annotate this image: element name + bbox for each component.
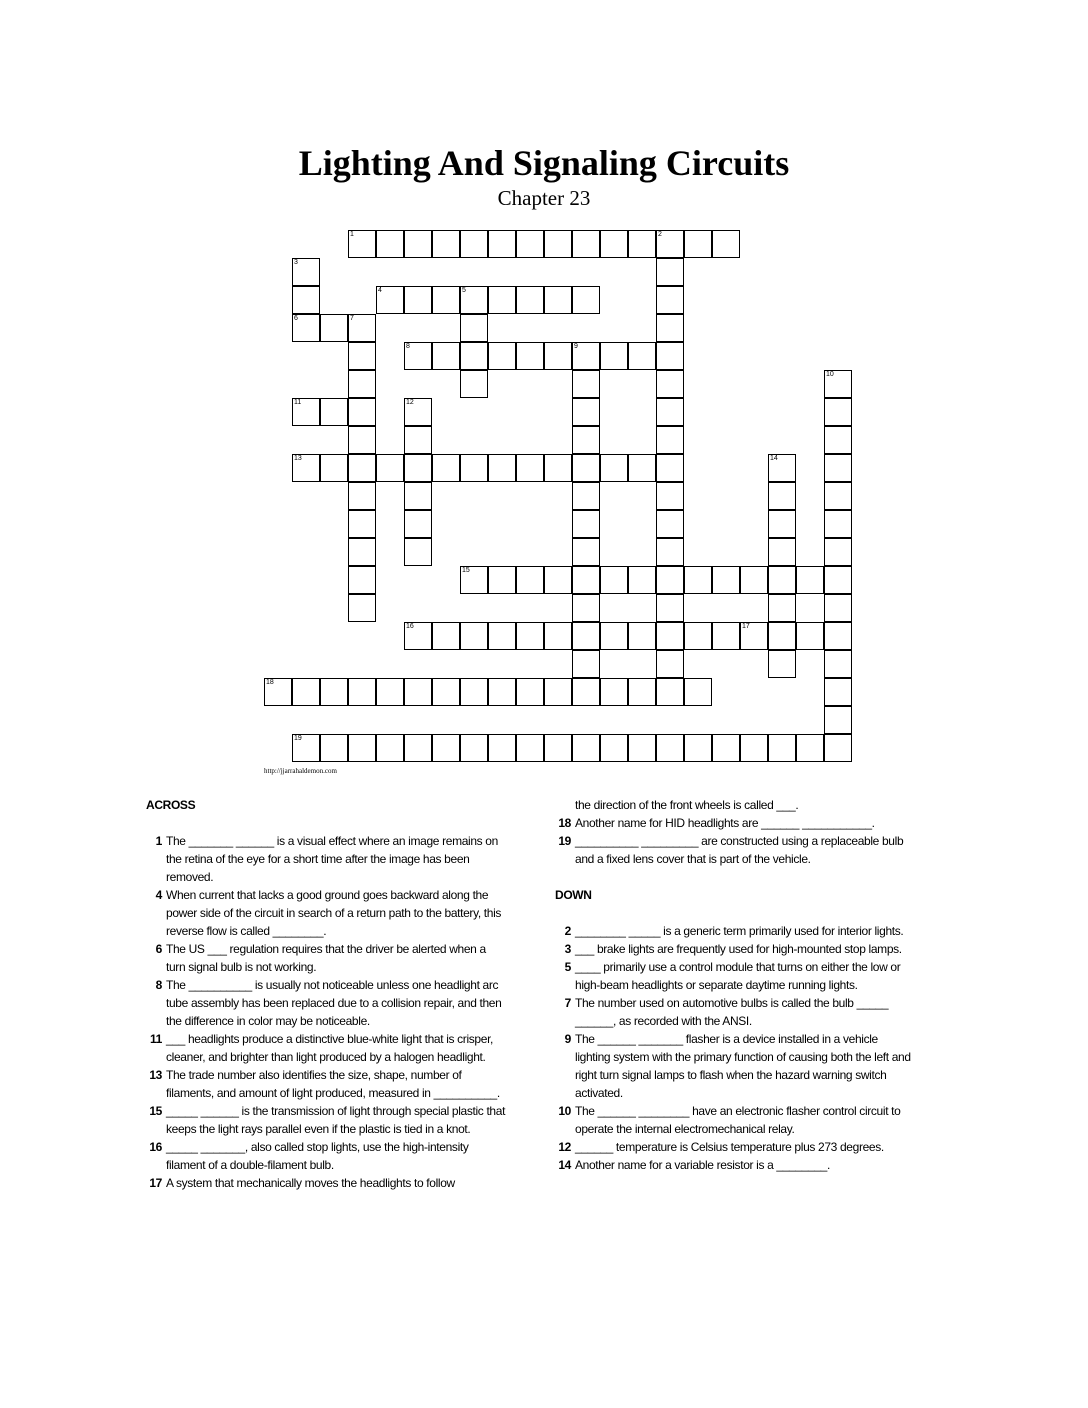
clue-number: 14 [558,1158,571,1172]
grid-cell[interactable] [600,342,628,370]
grid-cell[interactable] [600,678,628,706]
grid-cell[interactable] [460,622,488,650]
clue-number-label: 17 [742,623,750,630]
grid-cell[interactable] [824,538,852,566]
across-clue-list [146,832,506,1192]
grid-cell[interactable] [656,734,684,762]
grid-cell[interactable] [488,734,516,762]
grid-cell[interactable] [488,342,516,370]
clue-item [146,1138,506,1174]
clue-text: The ______ ________ have an electronic flasher control circuit to operate the internal electromechanical relay. [575,1104,901,1136]
grid-cell[interactable] [292,314,320,342]
grid-cell[interactable] [712,230,740,258]
grid-cell[interactable] [544,678,572,706]
grid-cell[interactable] [600,454,628,482]
clues-left-column [146,796,506,1192]
grid-cell[interactable] [544,454,572,482]
grid-cell[interactable] [348,678,376,706]
grid-cell[interactable] [572,566,600,594]
grid-cell[interactable] [544,734,572,762]
grid-cell[interactable] [404,454,432,482]
grid-cell[interactable] [656,258,684,286]
grid-cell[interactable] [432,342,460,370]
grid-cell[interactable] [712,622,740,650]
grid-cell[interactable] [712,566,740,594]
clue-number-label: 5 [462,287,466,294]
across-heading: ACROSS [146,798,196,812]
grid-cell[interactable] [264,678,292,706]
clue-text: ___ headlights produce a distinctive blue-white light that is crisper, cleaner, and brighter than light produced by a halogen headlight. [166,1032,494,1064]
grid-cell[interactable] [656,538,684,566]
grid-cell[interactable] [572,510,600,538]
clue-number-label: 12 [406,399,414,406]
clue-number-label: 16 [406,623,414,630]
clue-text: _____ ______ is the transmission of light through special plastic that keeps the light rays parallel even if the plastic is tied in a knot. [166,1104,506,1136]
clue-number-label: 10 [826,371,834,378]
grid-cell[interactable] [404,342,432,370]
clue-item [146,886,506,940]
grid-cell[interactable] [432,734,460,762]
clue-text: _____ _______, also called stop lights, use the high-intensity filament of a double-filament bulb. [166,1140,469,1172]
clue-item [555,1156,915,1174]
grid-cell[interactable] [348,538,376,566]
clue-number: 12 [558,1140,571,1154]
grid-cell[interactable] [376,678,404,706]
grid-cell[interactable] [320,398,348,426]
grid-cell[interactable] [432,678,460,706]
grid-cell[interactable] [460,230,488,258]
grid-cell[interactable] [824,706,852,734]
grid-cell[interactable] [768,566,796,594]
grid-cell[interactable] [768,594,796,622]
grid-cell[interactable] [460,678,488,706]
grid-cell[interactable] [768,454,796,482]
grid-cell[interactable] [432,230,460,258]
grid-cell[interactable] [600,734,628,762]
clue-text: The US ___ regulation requires that the driver be alerted when a turn signal bulb is not working. [166,942,486,974]
grid-cell[interactable] [348,510,376,538]
grid-cell[interactable] [796,566,824,594]
clue-number: 6 [155,942,162,956]
grid-cell[interactable] [292,454,320,482]
grid-cell[interactable] [796,622,824,650]
grid-cell[interactable] [348,594,376,622]
grid-cell[interactable] [572,678,600,706]
grid-cell[interactable] [460,566,488,594]
grid-cell[interactable] [348,482,376,510]
grid-cell[interactable] [488,566,516,594]
grid-cell[interactable] [460,734,488,762]
clue-item [146,1102,506,1138]
clue-text: ___ brake lights are frequently used for high-mounted stop lamps. [575,942,902,956]
clue-number: 13 [149,1068,162,1082]
grid-cell[interactable] [404,398,432,426]
grid-cell[interactable] [544,622,572,650]
grid-cell[interactable] [516,286,544,314]
grid-cell[interactable] [516,678,544,706]
grid-cell[interactable] [572,482,600,510]
grid-cell[interactable] [376,734,404,762]
clue-number: 9 [564,1032,571,1046]
grid-cell[interactable] [292,286,320,314]
clue-text: The __________ is usually not noticeable unless one headlight arc tube assembly has been replaced due to a collision repair, and then the difference in color may be noticeable. [166,978,502,1028]
grid-cell[interactable] [488,454,516,482]
grid-cell[interactable] [460,342,488,370]
grid-cell[interactable] [768,734,796,762]
grid-cell[interactable] [824,678,852,706]
grid-cell[interactable] [796,734,824,762]
grid-cell[interactable] [600,230,628,258]
grid-cell[interactable] [348,734,376,762]
grid-cell[interactable] [460,286,488,314]
clue-number: 7 [564,996,571,1010]
clue-item [146,1030,506,1066]
grid-cell[interactable] [320,734,348,762]
clue-text: ____ primarily use a control module that turns on either the low or high-beam headlights or separate daytime running lights. [575,960,901,992]
clues-right-column [555,796,915,1174]
grid-cell[interactable] [572,426,600,454]
grid-cell[interactable] [432,286,460,314]
across-clue-continuation: the direction of the front wheels is called ___. [575,798,799,812]
clue-number: 1 [155,834,162,848]
clue-number-label: 4 [378,287,382,294]
grid-cell[interactable] [404,622,432,650]
down-clue-list [555,922,915,1174]
grid-cell[interactable] [320,314,348,342]
grid-cell[interactable] [684,622,712,650]
clue-number-label: 2 [658,231,662,238]
clue-number-label: 3 [294,259,298,266]
grid-cell[interactable] [348,230,376,258]
grid-cell[interactable] [656,370,684,398]
grid-cell[interactable] [516,342,544,370]
grid-cell[interactable] [824,370,852,398]
clue-text: When current that lacks a good ground goes backward along the power side of the circuit in search of a return path to the battery, this reverse flow is called ________. [166,888,502,938]
grid-cell[interactable] [488,622,516,650]
grid-cell[interactable] [656,426,684,454]
grid-cell[interactable] [824,426,852,454]
clue-text: The trade number also identifies the size, shape, number of filaments, and amount of light produced, measured in __________. [166,1068,500,1100]
grid-cell[interactable] [656,454,684,482]
clue-number: 19 [558,834,571,848]
clue-item [555,958,915,994]
grid-cell[interactable] [348,342,376,370]
grid-cell[interactable] [684,734,712,762]
clue-item [555,814,915,832]
grid-cell[interactable] [404,426,432,454]
page-subtitle: Chapter 23 [497,186,591,210]
grid-cell[interactable] [656,342,684,370]
grid-cell[interactable] [320,678,348,706]
clue-number-label: 8 [406,343,410,350]
clue-item [555,1138,915,1156]
clue-item [555,1102,915,1138]
grid-cell[interactable] [348,426,376,454]
clue-number-label: 15 [462,567,470,574]
grid-cell[interactable] [432,622,460,650]
grid-cell[interactable] [572,538,600,566]
clue-text: ________ _____ is a generic term primarily used for interior lights. [575,924,904,938]
clue-number-label: 1 [350,231,354,238]
clue-number: 4 [155,888,162,902]
clue-item [555,1030,915,1102]
clue-item [555,940,915,958]
grid-cell[interactable] [656,622,684,650]
grid-cell[interactable] [404,482,432,510]
grid-cell[interactable] [348,314,376,342]
clue-text: The ______ _______ flasher is a device installed in a vehicle lighting system with the primary function of causing both the left and right turn signal lamps to flash when the hazard warning switch activated. [575,1032,911,1100]
clue-number: 5 [564,960,571,974]
clue-item [555,922,915,940]
grid-cell[interactable] [628,454,656,482]
grid-cell[interactable] [628,622,656,650]
grid-cell[interactable] [544,286,572,314]
clue-number: 3 [564,942,571,956]
grid-cell[interactable] [684,566,712,594]
source-url: http://jjarrahaldemon.com [264,767,337,775]
grid-cell[interactable] [460,454,488,482]
clue-text: The _______ ______ is a visual effect where an image remains on the retina of the eye for a short time after the image has been removed. [166,834,498,884]
grid-cell[interactable] [404,734,432,762]
grid-cell[interactable] [740,622,768,650]
grid-cell[interactable] [572,454,600,482]
grid-cell[interactable] [656,230,684,258]
grid-cell[interactable] [348,454,376,482]
grid-cell[interactable] [824,734,852,762]
grid-cell[interactable] [432,454,460,482]
grid-cell[interactable] [656,286,684,314]
grid-cell[interactable] [656,314,684,342]
grid-cell[interactable] [572,650,600,678]
grid-cell[interactable] [292,734,320,762]
clue-text: ______ temperature is Celsius temperature plus 273 degrees. [575,1140,884,1154]
grid-cell[interactable] [292,678,320,706]
grid-cell[interactable] [600,622,628,650]
grid-cell[interactable] [404,230,432,258]
grid-cell[interactable] [544,230,572,258]
clue-item [555,832,915,868]
grid-cell[interactable] [572,230,600,258]
grid-cell[interactable] [824,454,852,482]
grid-cell[interactable] [628,230,656,258]
clue-text: Another name for HID headlights are ______ ___________. [575,816,875,830]
grid-cell[interactable] [572,286,600,314]
grid-cell[interactable] [656,566,684,594]
grid-cell[interactable] [460,314,488,342]
grid-cell[interactable] [460,370,488,398]
grid-cell[interactable] [516,566,544,594]
clue-item [146,1066,506,1102]
clue-text: The number used on automotive bulbs is called the bulb _____ ______, as recorded with the ANSI. [575,996,889,1028]
grid-cell[interactable] [824,622,852,650]
clue-number: 11 [150,1032,162,1046]
grid-cell[interactable] [656,678,684,706]
grid-cell[interactable] [516,622,544,650]
grid-cell[interactable] [628,342,656,370]
grid-cell[interactable] [488,286,516,314]
grid-cell[interactable] [404,538,432,566]
grid-cell[interactable] [320,454,348,482]
grid-cell[interactable] [516,230,544,258]
clue-text: __________ _________ are constructed using a replaceable bulb and a fixed lens cover that is part of the vehicle. [575,834,904,866]
clue-number-label: 6 [294,315,298,322]
grid-cell[interactable] [768,622,796,650]
clue-number-label: 7 [350,315,354,322]
grid-cell[interactable] [376,230,404,258]
grid-cell[interactable] [824,398,852,426]
grid-cell[interactable] [740,734,768,762]
clue-number-label: 14 [770,455,778,462]
grid-cell[interactable] [768,538,796,566]
grid-cell[interactable] [628,678,656,706]
grid-cell[interactable] [628,734,656,762]
grid-cell[interactable] [572,370,600,398]
clue-item [555,994,915,1030]
grid-cell[interactable] [824,650,852,678]
grid-cell[interactable] [684,678,712,706]
clue-number: 8 [155,978,162,992]
clue-number: 17 [149,1176,162,1190]
grid-cell[interactable] [376,454,404,482]
grid-cell[interactable] [768,650,796,678]
across-clue-list-cont [555,814,915,868]
grid-cell[interactable] [684,230,712,258]
grid-cell[interactable] [656,594,684,622]
grid-cell[interactable] [292,258,320,286]
grid-cell[interactable] [656,510,684,538]
grid-cell[interactable] [404,286,432,314]
grid-cell[interactable] [824,510,852,538]
grid-cell[interactable] [404,510,432,538]
clue-number-label: 13 [294,455,302,462]
clue-item [146,976,506,1030]
clue-text: A system that mechanically moves the headlights to follow [166,1176,455,1190]
clue-number: 16 [149,1140,162,1154]
grid-cell[interactable] [348,398,376,426]
grid-cell[interactable] [572,734,600,762]
grid-cell[interactable] [572,398,600,426]
grid-cell[interactable] [628,566,656,594]
grid-cell[interactable] [656,482,684,510]
grid-cell[interactable] [544,342,572,370]
grid-cell[interactable] [572,342,600,370]
clue-number-label: 18 [266,679,274,686]
grid-cell[interactable] [516,734,544,762]
grid-cell[interactable] [712,734,740,762]
grid-cell[interactable] [292,398,320,426]
clue-number-label: 11 [294,399,302,406]
clue-text: Another name for a variable resistor is a ________. [575,1158,830,1172]
clue-number-label: 9 [574,343,578,350]
clue-item [146,940,506,976]
clue-number: 18 [558,816,571,830]
grid-cell[interactable] [600,566,628,594]
grid-cell[interactable] [516,454,544,482]
grid-cell[interactable] [824,594,852,622]
grid-cell[interactable] [488,678,516,706]
grid-cell[interactable] [824,482,852,510]
clue-number: 2 [564,924,571,938]
grid-cell[interactable] [488,230,516,258]
grid-cell[interactable] [376,286,404,314]
grid-cell[interactable] [404,678,432,706]
grid-cell[interactable] [740,566,768,594]
grid-cell[interactable] [824,566,852,594]
clue-item [146,832,506,886]
grid-cell[interactable] [572,622,600,650]
grid-cell[interactable] [348,566,376,594]
grid-cell[interactable] [656,398,684,426]
grid-cell[interactable] [572,594,600,622]
down-heading: DOWN [555,888,592,902]
clue-number: 15 [149,1104,162,1118]
grid-cell[interactable] [768,482,796,510]
clue-number-label: 19 [294,735,302,742]
grid-cell[interactable] [544,566,572,594]
page-title: Lighting And Signaling Circuits [298,143,790,183]
grid-cell[interactable] [348,370,376,398]
clue-number: 10 [558,1104,571,1118]
grid-cell[interactable] [656,650,684,678]
clue-item [146,1174,506,1192]
grid-cell[interactable] [768,510,796,538]
